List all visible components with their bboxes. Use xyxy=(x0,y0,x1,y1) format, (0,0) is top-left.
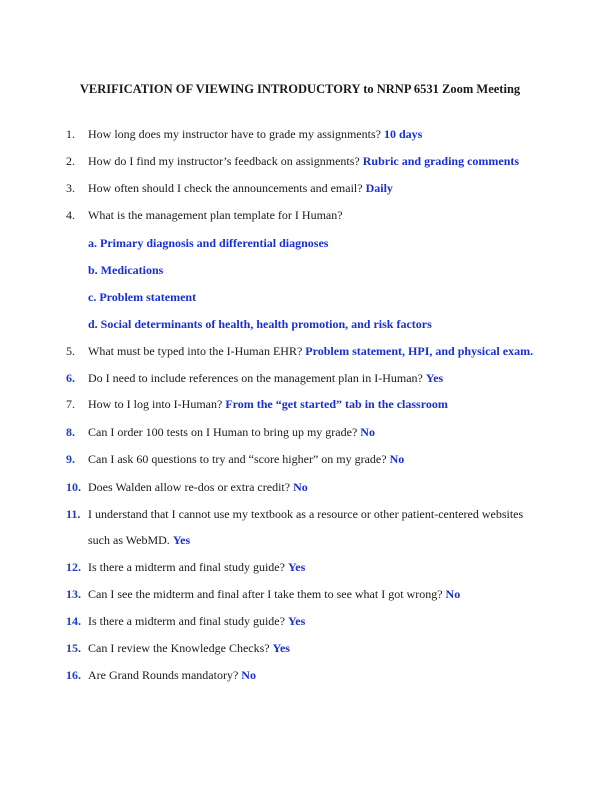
question-number: 9. xyxy=(66,452,75,466)
question-text: Is there a midterm and final study guide? xyxy=(88,560,285,574)
question-text: Can I ask 60 questions to try and “score higher” on my grade? xyxy=(88,452,387,466)
answer: No xyxy=(389,452,405,466)
question-text: What is the management plan template for I Human? xyxy=(88,208,343,222)
question-number: 10. xyxy=(66,480,81,494)
question-text: Is there a midterm and final study guide? xyxy=(88,614,285,628)
question-text-continued: such as WebMD. xyxy=(88,533,170,547)
question-text: Are Grand Rounds mandatory? xyxy=(88,668,239,682)
q4-answer-item: c. Problem statement xyxy=(88,290,197,304)
answer: Problem statement, HPI, and physical exam. xyxy=(305,344,534,358)
answer: Yes xyxy=(287,614,306,628)
question-text: I understand that I cannot use my textbook as a resource or other patient-centered websites xyxy=(88,507,524,521)
answer: No xyxy=(293,480,308,494)
question-number: 16. xyxy=(66,668,81,682)
q4-answer-item: d. Social determinants of health, health promotion, and risk factors xyxy=(88,317,432,331)
question-number: 2. xyxy=(66,154,75,168)
question-text: Can I review the Knowledge Checks? xyxy=(88,641,270,655)
question-text: Can I order 100 tests on I Human to bring up my grade? xyxy=(88,425,358,439)
question-number: 7. xyxy=(66,397,75,411)
answer: Yes xyxy=(425,371,444,385)
question-number: 8. xyxy=(66,425,75,439)
question-text: Does Walden allow re-dos or extra credit? xyxy=(88,480,291,494)
question-text: Do I need to include references on the management plan in I-Human? xyxy=(88,371,423,385)
question-text: How to I log into I-Human? xyxy=(88,397,223,411)
question-number: 14. xyxy=(66,614,81,628)
answer: From the “get started” tab in the classroom xyxy=(225,397,448,411)
question-text: How do I find my instructor’s feedback on assignments? xyxy=(88,154,360,168)
answer: 10 days xyxy=(383,127,423,141)
answer: Rubric and grading comments xyxy=(362,154,520,168)
question-number: 11. xyxy=(66,507,81,521)
question-text: How often should I check the announcements and email? xyxy=(88,181,363,195)
question-number: 1. xyxy=(66,127,75,141)
question-text: Can I see the midterm and final after I take them to see what I got wrong? xyxy=(88,587,443,601)
answer: No xyxy=(241,668,256,682)
q4-answer-item: b. Medications xyxy=(88,263,164,277)
answer: No xyxy=(360,425,375,439)
question-number: 3. xyxy=(66,181,75,195)
page-title: VERIFICATION OF VIEWING INTRODUCTORY to NRNP 6531 Zoom Meeting xyxy=(79,82,521,96)
q4-answer-item: a. Primary diagnosis and differential diagnoses xyxy=(88,236,329,250)
question-text: How long does my instructor have to grade my assignments? xyxy=(88,127,381,141)
answer: Daily xyxy=(365,181,393,195)
question-number: 15. xyxy=(66,641,81,655)
answer: No xyxy=(445,587,461,601)
question-number: 13. xyxy=(66,587,81,601)
question-number: 4. xyxy=(66,208,75,222)
answer: Yes xyxy=(172,533,191,547)
question-number: 12. xyxy=(66,560,81,574)
answer: Yes xyxy=(287,560,306,574)
answer: Yes xyxy=(272,641,290,655)
question-number: 5. xyxy=(66,344,75,358)
question-text: What must be typed into the I-Human EHR? xyxy=(88,344,303,358)
question-number: 6. xyxy=(66,371,75,385)
